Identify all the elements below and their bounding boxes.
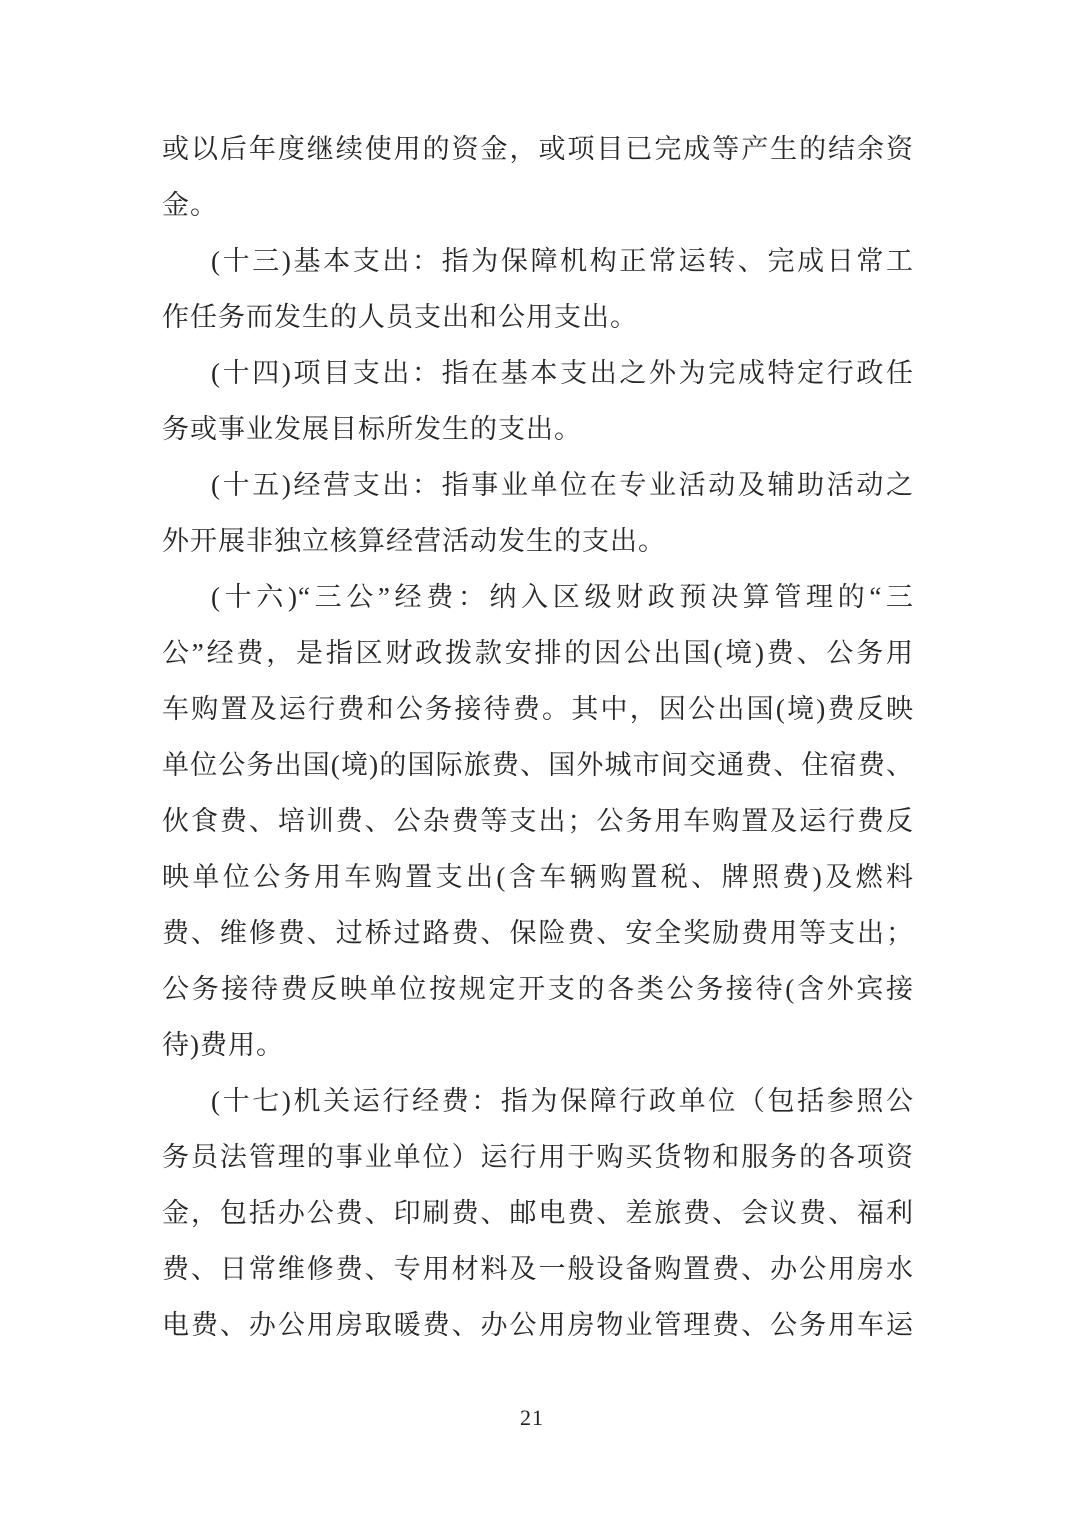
text-line: 外开展非独立核算经营活动发生的支出。 (162, 526, 666, 556)
paragraph (162, 457, 914, 569)
text-line: 待)费用。 (162, 1030, 284, 1060)
text-line: 或以后年度继续使用的资金，或项目已完成等产生的结余资 (162, 134, 914, 164)
text-line: 车购置及运行费和公务接待费。其中，因公出国(境)费反映 (162, 694, 914, 724)
paragraph (162, 233, 914, 345)
text-line: 费、日常维修费、专用材料及一般设备购置费、办公用房水 (162, 1254, 914, 1284)
page-number: 21 (520, 1405, 544, 1430)
paragraph (162, 345, 914, 457)
text-line: (十五)经营支出：指事业单位在专业活动及辅助活动之 (211, 470, 914, 500)
text-line: 务员法管理的事业单位）运行用于购买货物和服务的各项资 (162, 1142, 914, 1172)
paragraph (162, 121, 914, 233)
text-line: 金，包括办公费、印刷费、邮电费、差旅费、会议费、福利 (162, 1198, 914, 1228)
text-line: (十六)“三公”经费：纳入区级财政预决算管理的“三 (211, 582, 914, 612)
text-line: 公”经费，是指区财政拨款安排的因公出国(境)费、公务用 (162, 638, 914, 668)
text-line: (十三)基本支出：指为保障机构正常运转、完成日常工 (211, 246, 914, 276)
text-line: 单位公务出国(境)的国际旅费、国外城市间交通费、住宿费、 (162, 750, 914, 780)
text-line: (十四)项目支出：指在基本支出之外为完成特定行政任 (211, 358, 914, 388)
paragraph (162, 1073, 914, 1353)
text-line: 电费、办公用房取暖费、办公用房物业管理费、公务用车运 (162, 1310, 914, 1340)
text-line: 金。 (162, 190, 218, 220)
text-line: (十七)机关运行经费：指为保障行政单位（包括参照公 (211, 1086, 914, 1116)
text-line: 费、维修费、过桥过路费、保险费、安全奖励费用等支出； (162, 918, 914, 948)
text-line: 作任务而发生的人员支出和公用支出。 (162, 302, 638, 332)
text-line: 伙食费、培训费、公杂费等支出；公务用车购置及运行费反 (162, 806, 914, 836)
body-text (162, 121, 914, 1353)
paragraph (162, 569, 914, 1073)
text-line: 映单位公务用车购置支出(含车辆购置税、牌照费)及燃料 (162, 862, 914, 892)
text-line: 公务接待费反映单位按规定开支的各类公务接待(含外宾接 (162, 974, 914, 1004)
text-line: 务或事业发展目标所发生的支出。 (162, 414, 582, 444)
